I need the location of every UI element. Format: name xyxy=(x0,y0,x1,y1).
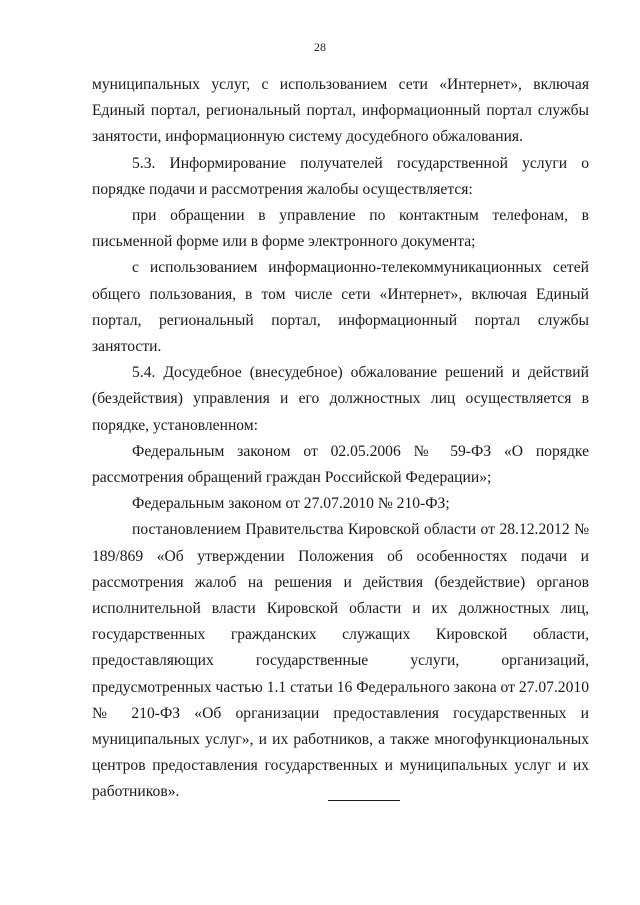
paragraph-5-4: 5.4. Досудебное (внесудебное) обжалование решений и действий (бездействия) управления и его должностных лиц осуществляется в порядке, установленном: xyxy=(92,364,589,434)
end-of-text-rule xyxy=(328,800,400,801)
paragraph-5-3: 5.3. Информирование получателей государственной услуги о порядке подачи и рассмотрения жалобы осуществляется: xyxy=(92,154,589,198)
paragraph-law-210-fz: Федеральным законом от 27.07.2010 № 210-ФЗ; xyxy=(132,495,450,513)
paragraph-by-phone-or-written: при обращении в управление по контактным телефонам, в письменной форме или в форме электронного документа; xyxy=(92,207,589,251)
paragraph-continuation: муниципальных услуг, с использованием сети «Интернет», включая Единый портал, региональный портал, информационный портал службы занятости, информационную систему досудебного обжалования. xyxy=(92,76,589,146)
page-number: 28 xyxy=(314,40,326,54)
paragraph-resolution-189-869: постановлением Правительства Кировской области от 28.12.2012 № 189/869 «Об утверждении Положения об особенностях подачи и рассмотрения жалоб на решения и действия (бездействие) органов исполнительной власти Кировской области и их должностных лиц, государственных гражданских служащих Кировской области, предоставляющих государственные услуги, организаций, предусмотренных частью 1.1 статьи 16 Федерального закона от 27.07.2010 № 210-ФЗ «Об организации предоставления государственных и муниципальных услуг», и их работников, а также многофункциональных центров предоставления государственных и муниципальных услуг и их работников». xyxy=(92,521,589,801)
document-body xyxy=(92,72,589,806)
paragraph-via-internet: с использованием информационно-телекоммуникационных сетей общего пользования, в том числе сети «Интернет», включая Единый портал, региональный портал, информационный портал службы занятости. xyxy=(92,259,589,356)
paragraph-law-59-fz: Федеральным законом от 02.05.2006 № 59-ФЗ «О порядке рассмотрения обращений граждан Российской Федерации»; xyxy=(92,442,589,487)
